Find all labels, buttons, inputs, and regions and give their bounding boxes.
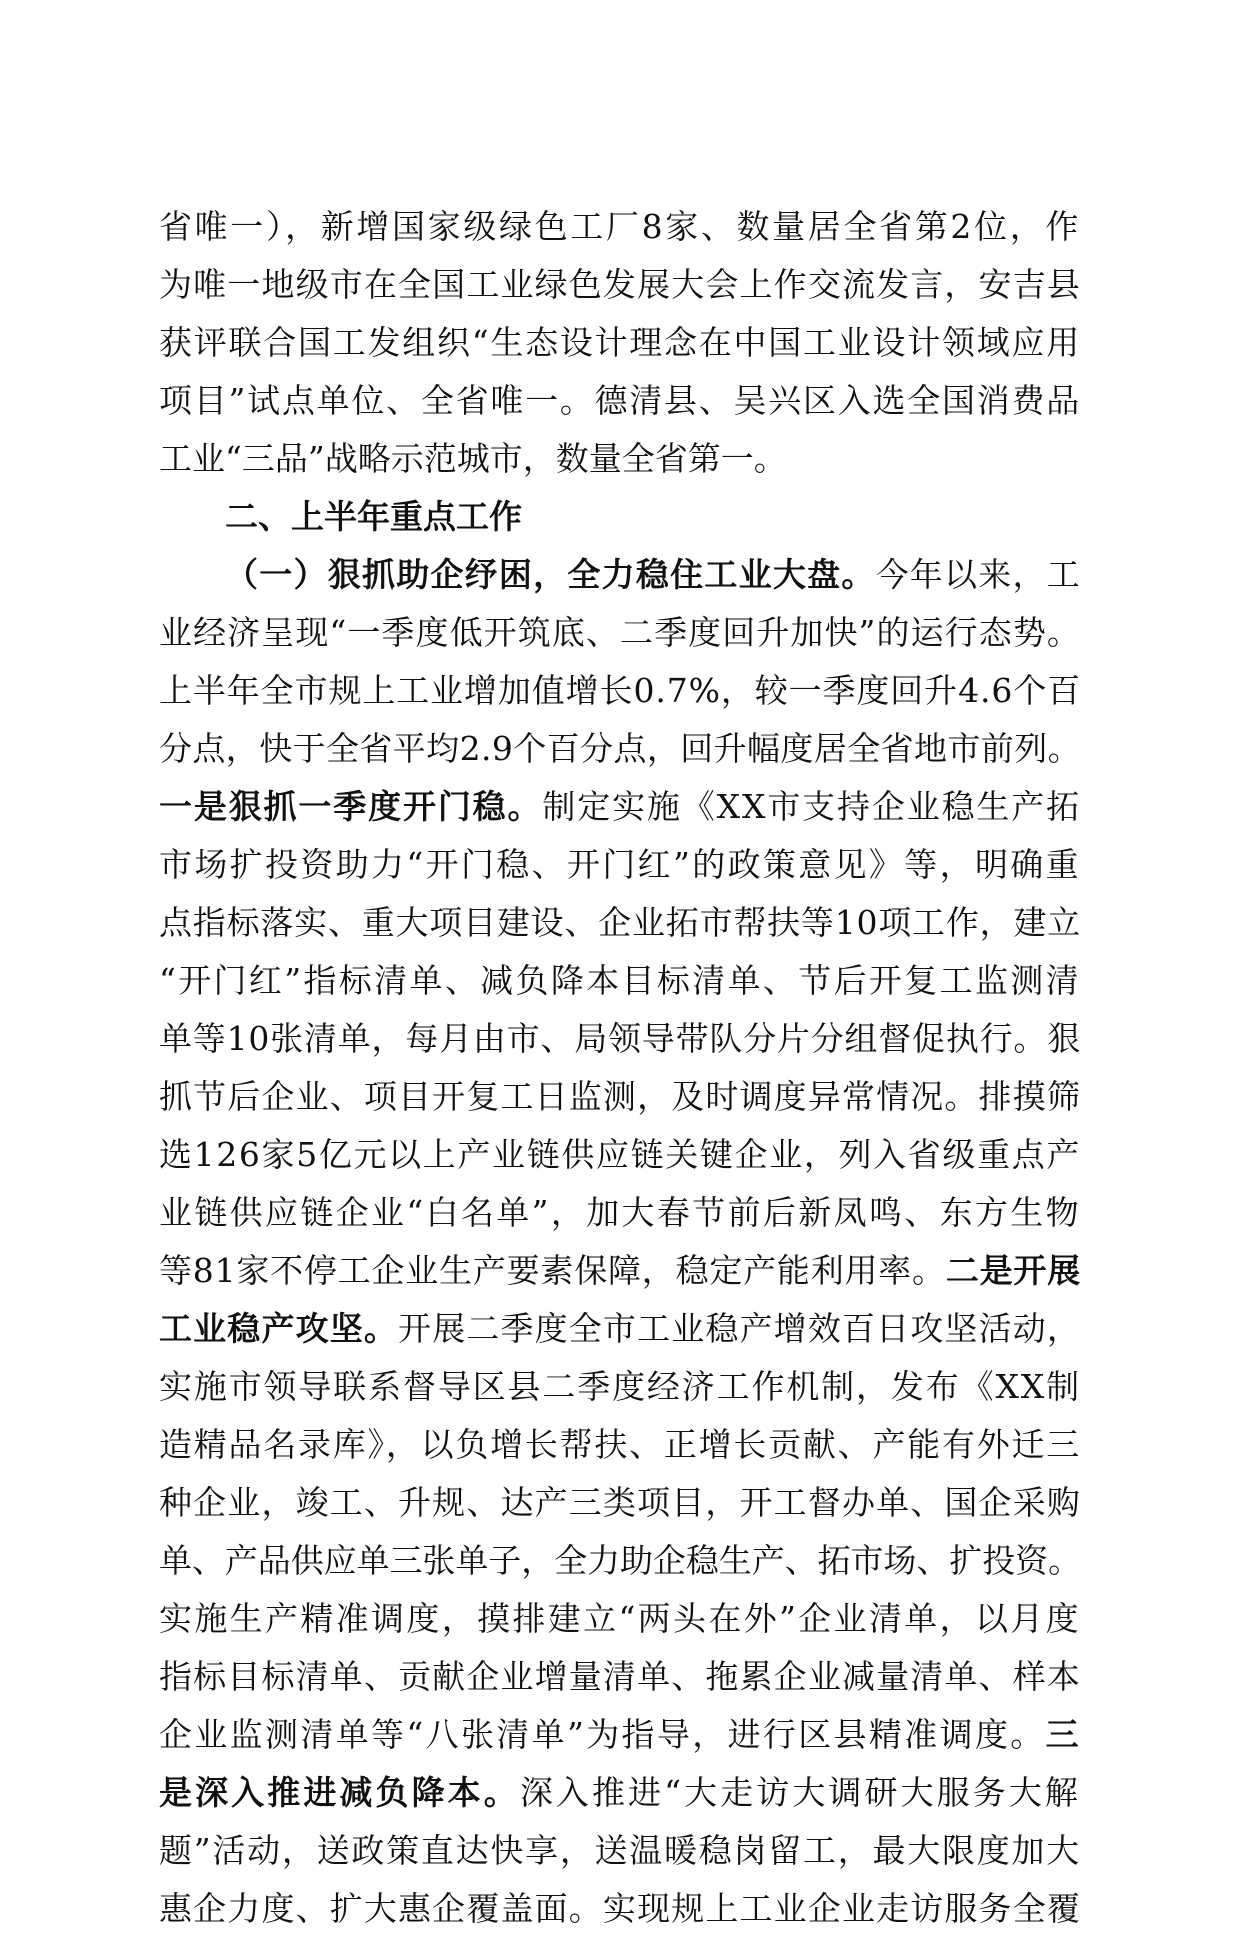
bold-text-run: 是深入推进减负降本。 bbox=[159, 1773, 520, 1812]
text-run: 造精品名录库》，以负增长帮扶、正增长贡献、产能有外迁三 bbox=[159, 1425, 1081, 1464]
text-run: 题”活动，送政策直达快享，送温暖稳岗留工，最大限度加大 bbox=[159, 1831, 1081, 1870]
text-run: 上半年全市规上工业增加值增长0.7%，较一季度回升4.6个百 bbox=[159, 671, 1081, 710]
text-line bbox=[159, 894, 1081, 952]
text-line bbox=[159, 1590, 1081, 1648]
text-run: 工业“三品”战略示范城市，数量全省第一。 bbox=[159, 439, 787, 478]
text-line bbox=[159, 1416, 1081, 1474]
text-run: 获评联合国工发组织“生态设计理念在中国工业设计领域应用 bbox=[159, 323, 1081, 362]
subsection-title-tail: 今年以来，工 bbox=[875, 555, 1082, 594]
text-line bbox=[159, 1764, 1081, 1822]
text-run: 实施生产精准调度，摸排建立“两头在外”企业清单，以月度 bbox=[159, 1599, 1081, 1638]
text-line bbox=[159, 1068, 1081, 1126]
text-line bbox=[159, 1126, 1081, 1184]
text-run: 抓节后企业、项目开复工日监测，及时调度异常情况。排摸筛 bbox=[159, 1077, 1081, 1116]
text-run: 单、产品供应单三张单子，全力助企稳生产、拓市场、扩投资。 bbox=[159, 1541, 1082, 1580]
text-run: 单等10张清单，每月由市、局领导带队分片分组督促执行。狠 bbox=[159, 1019, 1081, 1058]
bold-text-run: 三 bbox=[1045, 1715, 1081, 1754]
text-line bbox=[159, 1300, 1081, 1358]
text-line bbox=[159, 1532, 1081, 1590]
text-run: 深入推进“大走访大调研大服务大解 bbox=[519, 1773, 1082, 1812]
text-run: 选126家5亿元以上产业链供应链关键企业，列入省级重点产 bbox=[159, 1135, 1081, 1174]
text-line bbox=[159, 256, 1081, 314]
text-run: 企业监测清单等“八张清单”为指导，进行区县精准调度。 bbox=[159, 1715, 1046, 1754]
text-line bbox=[159, 720, 1081, 778]
bold-text-run: 工业稳产攻坚。 bbox=[159, 1309, 399, 1348]
text-run: 省唯一），新增国家级绿色工厂8家、数量居全省第2位，作 bbox=[159, 207, 1081, 246]
text-line bbox=[159, 372, 1081, 430]
text-line bbox=[159, 604, 1081, 662]
text-run: 项目”试点单位、全省唯一。德清县、吴兴区入选全国消费品 bbox=[159, 381, 1081, 420]
text-line bbox=[159, 314, 1081, 372]
section-heading-text: 二、上半年重点工作 bbox=[225, 497, 522, 536]
text-run: 分点，快于全省平均2.9个百分点，回升幅度居全省地市前列。 bbox=[159, 729, 1081, 768]
text-run: 业经济呈现“一季度低开筑底、二季度回升加快”的运行态势。 bbox=[159, 613, 1081, 652]
text-line bbox=[159, 1822, 1081, 1880]
text-line bbox=[159, 198, 1081, 256]
text-line bbox=[159, 1242, 1081, 1300]
text-line bbox=[159, 952, 1081, 1010]
text-line bbox=[159, 430, 1081, 488]
bold-text-run: 一是狠抓一季度开门稳。 bbox=[159, 787, 543, 826]
text-run: “开门红”指标清单、减负降本目标清单、节后开复工监测清 bbox=[159, 961, 1081, 1000]
body-paragraph bbox=[159, 604, 1081, 1938]
text-run: 种企业，竣工、升规、达产三类项目，开工督办单、国企采购 bbox=[159, 1483, 1081, 1522]
text-line bbox=[159, 1706, 1081, 1764]
text-run: 市场扩投资助力“开门稳、开门红”的政策意见》等，明确重 bbox=[159, 845, 1081, 884]
text-line bbox=[159, 1010, 1081, 1068]
text-run: 实施市领导联系督导区县二季度经济工作机制，发布《XX制 bbox=[159, 1367, 1081, 1406]
text-run: 业链供应链企业“白名单”，加大春节前后新凤鸣、东方生物 bbox=[159, 1193, 1081, 1232]
text-line bbox=[159, 1880, 1081, 1938]
text-line bbox=[159, 1648, 1081, 1706]
text-line bbox=[159, 778, 1081, 836]
document-page bbox=[159, 198, 1081, 1938]
subsection-title: （一）狠抓助企纾困，全力稳住工业大盘。 bbox=[225, 555, 876, 594]
bold-text-run: 二是开展 bbox=[945, 1251, 1082, 1290]
subsection-line bbox=[159, 546, 1081, 604]
text-run: 开展二季度全市工业稳产增效百日攻坚活动， bbox=[398, 1309, 1082, 1348]
text-line bbox=[159, 836, 1081, 894]
text-run: 等81家不停工企业生产要素保障，稳定产能利用率。 bbox=[159, 1251, 946, 1290]
text-run: 为唯一地级市在全国工业绿色发展大会上作交流发言，安吉县 bbox=[159, 265, 1081, 304]
section-heading bbox=[159, 488, 1081, 546]
text-run: 点指标落实、重大项目建设、企业拓市帮扶等10项工作，建立 bbox=[159, 903, 1081, 942]
text-run: 制定实施《XX市支持企业稳生产拓 bbox=[542, 787, 1081, 826]
text-run: 指标目标清单、贡献企业增量清单、拖累企业减量清单、样本 bbox=[159, 1657, 1081, 1696]
text-run: 惠企力度、扩大惠企覆盖面。实现规上工业企业走访服务全覆 bbox=[159, 1889, 1081, 1928]
text-line bbox=[159, 1184, 1081, 1242]
text-line bbox=[159, 1358, 1081, 1416]
text-line bbox=[159, 1474, 1081, 1532]
text-line bbox=[159, 662, 1081, 720]
